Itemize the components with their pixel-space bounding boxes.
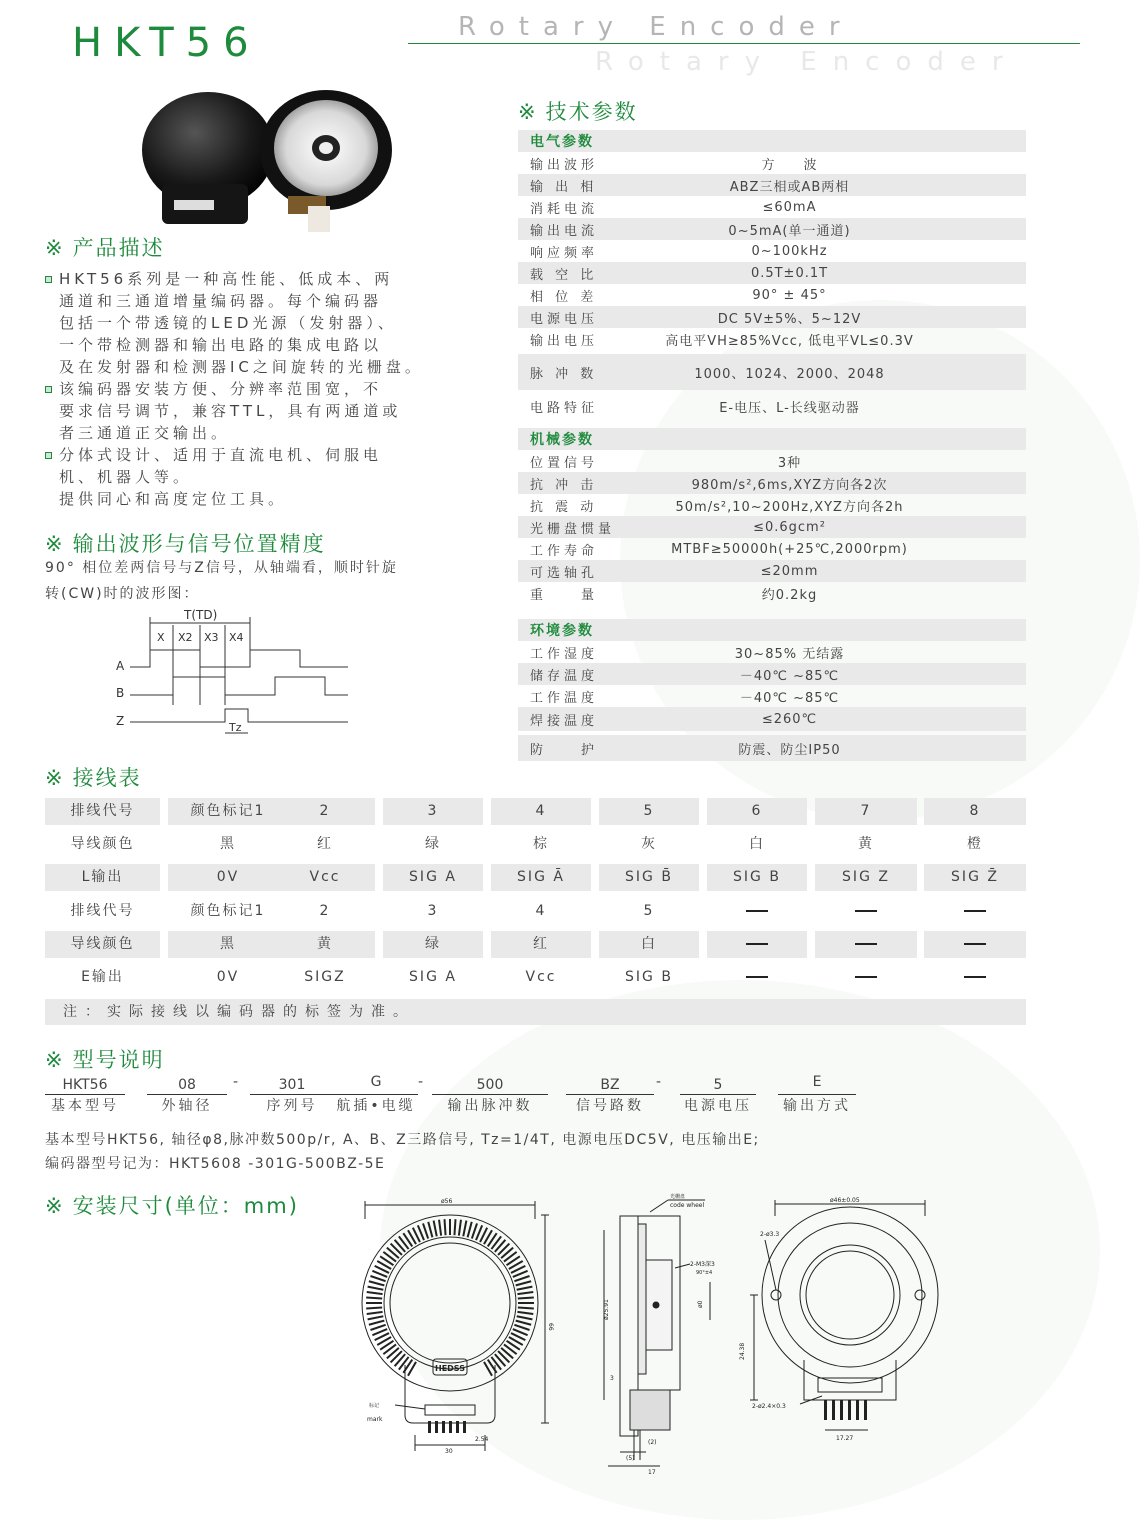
code-wheel-tick [514, 1276, 529, 1281]
wiring-cell: SIG Z̄ [924, 864, 1026, 891]
dim-label: 光栅盘 [670, 1194, 686, 1200]
code-wheel-tick [517, 1316, 533, 1319]
model-segment: 500 输出脉冲数 [432, 1075, 548, 1115]
description-paragraph: HKT56系列是一种高性能、低成本、两 通道和三通道增量编码器。每个编码器 包括一个带透镜的LED光源（发射器）、 一个带检测器和输出电路的集成电路以 及在发射器和检测器IC之间旋转的光栅盘。 [45, 268, 475, 378]
wiring-cell: 导线颜色 [70, 836, 135, 852]
code-wheel-tick [370, 1276, 385, 1281]
wiring-cell: 黄 [858, 836, 874, 852]
wiring-cell: 2 [275, 798, 375, 825]
code-wheel-tick [368, 1287, 384, 1290]
dim-label: code wheel [670, 1202, 705, 1209]
code-wheel-tick [367, 1292, 383, 1294]
dash-mark [855, 976, 877, 978]
code-wheel-tick [518, 1298, 534, 1299]
wiring-cell: 灰 [641, 836, 657, 852]
wiring-note: 注：实际接线以编码器的标签为准。 [45, 999, 1026, 1025]
code-wheel-tick [463, 1221, 466, 1237]
product-photo [138, 88, 408, 238]
code-wheel-tick [517, 1292, 533, 1294]
code-wheel-tick [459, 1220, 461, 1236]
model-dash: - [418, 1074, 424, 1090]
wiring-cell: 3 [383, 798, 483, 825]
dim-label: 90°±4 [696, 1270, 713, 1276]
electrical-title: 电气参数 [518, 130, 1026, 152]
code-wheel-tick [445, 1219, 446, 1235]
dash-mark [964, 910, 986, 912]
code-wheel-tick [472, 1223, 477, 1238]
wiring-cell: 白 [749, 836, 765, 852]
wiring-cell: 5 [599, 798, 699, 825]
wiring-cell: 0V [168, 864, 288, 891]
dim-label: ø0 [697, 1300, 704, 1308]
wiring-cell: 8 [924, 798, 1026, 825]
dash-mark [746, 910, 768, 912]
spec-row: 工作温度 －40℃ ~85℃ [530, 690, 840, 706]
spec-row: 储存温度 －40℃ ~85℃ [518, 663, 1026, 685]
code-wheel-tick [518, 1307, 534, 1308]
signal-a-label: A [116, 659, 125, 673]
model-segment: E 输出方式 [778, 1075, 856, 1115]
wiring-cell: 黑 [220, 836, 236, 852]
code-wheel-tick [368, 1316, 384, 1319]
spec-row: 工作湿度 30~85% 无结露 [530, 646, 845, 662]
spec-row: 输出电流 0~5mA(单一通道) [518, 218, 1026, 240]
spec-row: 脉 冲 数 1000、1024、2000、2048 [518, 354, 1026, 390]
wiring-cell: 6 [707, 798, 807, 825]
model-segment: G 航插•电缆 [334, 1075, 418, 1115]
spec-row: 光栅盘惯量 ≤0.6gcm² [518, 516, 1026, 538]
brand-title-shadow: Rotary Encoder [595, 47, 1019, 77]
spec-row: 焊接温度 ≤260℃ [518, 707, 1026, 731]
model-dash: - [656, 1074, 662, 1090]
section-title-tech: ※ 技术参数 [518, 100, 638, 124]
model-segment: HKT56 基本型号 [45, 1075, 125, 1115]
wiring-cell: Vcc [525, 969, 557, 985]
wiring-cell: 2 [319, 903, 331, 919]
code-wheel-tick [366, 1307, 382, 1308]
waveform-x-label: X3 [204, 631, 219, 644]
spec-row: 响应频率 0~100kHz [530, 243, 828, 261]
wiring-cell: 4 [535, 903, 547, 919]
dim-label: 66 [547, 1323, 554, 1331]
dim-label: mark [367, 1416, 383, 1423]
wiring-cell [707, 898, 807, 925]
dim-label: 2-ø3.3 [760, 1231, 780, 1238]
section-title-model: ※ 型号说明 [45, 1048, 165, 1072]
dim-label: 24.38 [739, 1342, 746, 1360]
signal-b-label: B [116, 686, 125, 700]
wiring-cell: 排线代号 [70, 903, 135, 919]
wiring-cell: L输出 [45, 864, 160, 891]
code-wheel-tick [423, 1223, 428, 1238]
wiring-cell [815, 931, 917, 958]
model-segment: 301 序列号 [250, 1075, 334, 1115]
drawing-front-view [355, 1195, 565, 1475]
wiring-cell [707, 931, 807, 958]
waveform-description: 90° 相位差两信号与Z信号，从轴端看，顺时针旋 转(CW)时的波形图： [45, 560, 398, 602]
spec-row: 抗 震 动 50m/s²,10~200Hz,XYZ方向各2h [530, 499, 904, 515]
code-wheel-tick [369, 1321, 384, 1325]
dim-label: 标记 [369, 1403, 380, 1409]
dim-label: ø25.91 [603, 1299, 610, 1320]
spec-row: 防 护 防震、防尘IP50 [518, 735, 1026, 761]
spec-row: 载 空 比 0.5T±0.1T [518, 262, 1026, 284]
model-description: 基本型号HKT56, 轴径φ8,脉冲数500p/r, A、B、Z三路信号, Tz=1/4T, 电源电压DC5V, 电压输出E; 编码器型号记为：HKT5608 -301G-500BZ-5E [45, 1132, 760, 1172]
code-wheel-tick [517, 1312, 533, 1314]
wiring-cell: 排线代号 [45, 798, 160, 825]
waveform-x-label: X2 [178, 631, 193, 644]
dash-mark [746, 976, 768, 978]
wiring-cell: 4 [491, 798, 591, 825]
drawing-rear-view [740, 1190, 950, 1460]
tz-label: Tz [229, 721, 242, 734]
waveform-diagram [110, 605, 360, 740]
code-wheel-tick [468, 1222, 472, 1237]
wiring-cell: 红 [317, 836, 333, 852]
code-wheel-tick [516, 1281, 531, 1285]
code-wheel-tick [366, 1298, 382, 1299]
dash-mark [855, 910, 877, 912]
spec-row: 可选轴孔 ≤20mm [518, 560, 1026, 582]
wiring-cell: SIG B [707, 864, 807, 891]
spec-row: 工作寿命 MTBF≥50000h(+25℃,2000rpm) [530, 541, 908, 559]
wiring-cell: SIG B̄ [599, 864, 699, 891]
dim-label: 2.54 [475, 1436, 489, 1443]
wiring-cell: SIG Ā [491, 864, 591, 891]
wiring-cell: 0V [216, 969, 240, 985]
spec-row: 输 出 相 ABZ三相或AB两相 [518, 174, 1026, 196]
wiring-cell: 黄 [275, 931, 375, 958]
wiring-cell: 7 [815, 798, 917, 825]
wiring-cell: 黑 [168, 931, 288, 958]
dim-label: (2) [648, 1439, 657, 1446]
wiring-cell: 橙 [967, 836, 983, 852]
dash-mark [964, 976, 986, 978]
model-dash: - [233, 1074, 239, 1090]
spec-row: 重 量 约0.2kg [530, 587, 818, 603]
wiring-cell: 5 [643, 903, 655, 919]
dim-label: 2-ø2.4×0.3 [752, 1403, 786, 1410]
environment-title: 环境参数 [518, 619, 1026, 641]
model-segment: BZ 信号路数 [566, 1075, 654, 1115]
wiring-cell [924, 964, 1026, 991]
wiring-cell: SIG B [625, 969, 673, 985]
wiring-cell [815, 964, 917, 991]
code-wheel-tick [516, 1321, 531, 1325]
code-wheel-tick [370, 1325, 385, 1330]
spec-row: 相 位 差 90° ± 45° [530, 287, 827, 305]
wiring-cell: SIG Z [815, 864, 917, 891]
dim-label: ø56 [441, 1198, 453, 1205]
section-title-wiring: ※ 接线表 [45, 766, 142, 790]
wiring-cell: 3 [427, 903, 439, 919]
code-wheel-tick [514, 1325, 529, 1330]
wiring-cell: 绿 [425, 836, 441, 852]
wiring-cell: SIG A [383, 864, 483, 891]
dim-label: 3 [610, 1375, 614, 1382]
wiring-cell: 棕 [533, 836, 549, 852]
wiring-cell [924, 931, 1026, 958]
wiring-cell: 导线颜色 [45, 931, 160, 958]
description-paragraph: 分体式设计、适用于直流电机、伺服电 机、机器人等。 提供同心和高度定位工具。 [45, 444, 475, 510]
model-title: HKT56 [72, 20, 261, 66]
wiring-cell: SIG A [409, 969, 457, 985]
signal-z-label: Z [116, 714, 125, 728]
wiring-cell: 颜色标记1 [190, 903, 266, 919]
model-segment: 5 电源电压 [680, 1075, 756, 1115]
waveform-x-label: X [157, 631, 165, 644]
dim-label: 30 [445, 1448, 453, 1455]
model-segment: 08 外轴径 [147, 1075, 227, 1115]
product-description [45, 268, 475, 510]
wiring-cell: E输出 [81, 969, 124, 985]
dash-mark [855, 943, 877, 945]
spec-row: 位置信号 3种 [530, 455, 802, 471]
header-divider [408, 43, 1080, 44]
wiring-cell [707, 964, 807, 991]
brand-label: HEDSS [435, 1364, 465, 1373]
mechanical-title: 机械参数 [518, 428, 1026, 450]
section-title-description: ※ 产品描述 [45, 236, 165, 260]
code-wheel-tick [439, 1220, 441, 1236]
code-wheel-tick [367, 1312, 383, 1314]
dim-label: ø46±0.05 [830, 1197, 860, 1204]
spec-row: 输出电压 高电平VH≥85%Vcc, 低电平VL≤0.3V [530, 333, 914, 349]
spec-row: 抗 冲 击 980m/s²,6ms,XYZ方向各2次 [518, 472, 1026, 494]
wiring-cell: 绿 [383, 931, 483, 958]
wiring-cell [924, 898, 1026, 925]
wiring-cell [815, 898, 917, 925]
wiring-cell: SIGZ [304, 969, 346, 985]
brand-title: Rotary Encoder [458, 12, 854, 42]
wiring-cell: 红 [491, 931, 591, 958]
code-wheel-tick [454, 1219, 455, 1235]
drawing-side-view [590, 1190, 740, 1480]
dim-label: 17 [648, 1469, 656, 1476]
wiring-cell: 颜色标记1 [168, 798, 288, 825]
spec-row: 输出波形 方 波 [530, 157, 818, 173]
code-wheel-tick [434, 1221, 437, 1237]
code-wheel-tick [428, 1222, 432, 1237]
wiring-cell: 白 [599, 931, 699, 958]
waveform-t-label: T(TD) [184, 608, 218, 622]
dim-label: (5) [626, 1455, 635, 1462]
code-wheel-tick [369, 1281, 384, 1285]
dim-label: 2-M3深3 [690, 1261, 715, 1268]
wiring-cell: Vcc [275, 864, 375, 891]
spec-row: 电源电压 DC 5V±5%、5~12V [518, 306, 1026, 328]
section-title-waveform: ※ 输出波形与信号位置精度 [45, 532, 326, 556]
dash-mark [746, 943, 768, 945]
waveform-x-label: X4 [229, 631, 244, 644]
dim-label: 17.27 [836, 1435, 854, 1442]
section-title-install: ※ 安装尺寸(单位：mm) [45, 1194, 299, 1218]
spec-row: 电路特征 E-电压、L-长线驱动器 [530, 400, 860, 416]
code-wheel-tick [517, 1287, 533, 1290]
description-paragraph: 该编码器安装方便、分辨率范围宽，不 要求信号调节，兼容TTL，具有两通道或 者三通道正交输出。 [45, 378, 475, 444]
spec-row: 消耗电流 ≤60mA [530, 199, 817, 217]
dash-mark [964, 943, 986, 945]
